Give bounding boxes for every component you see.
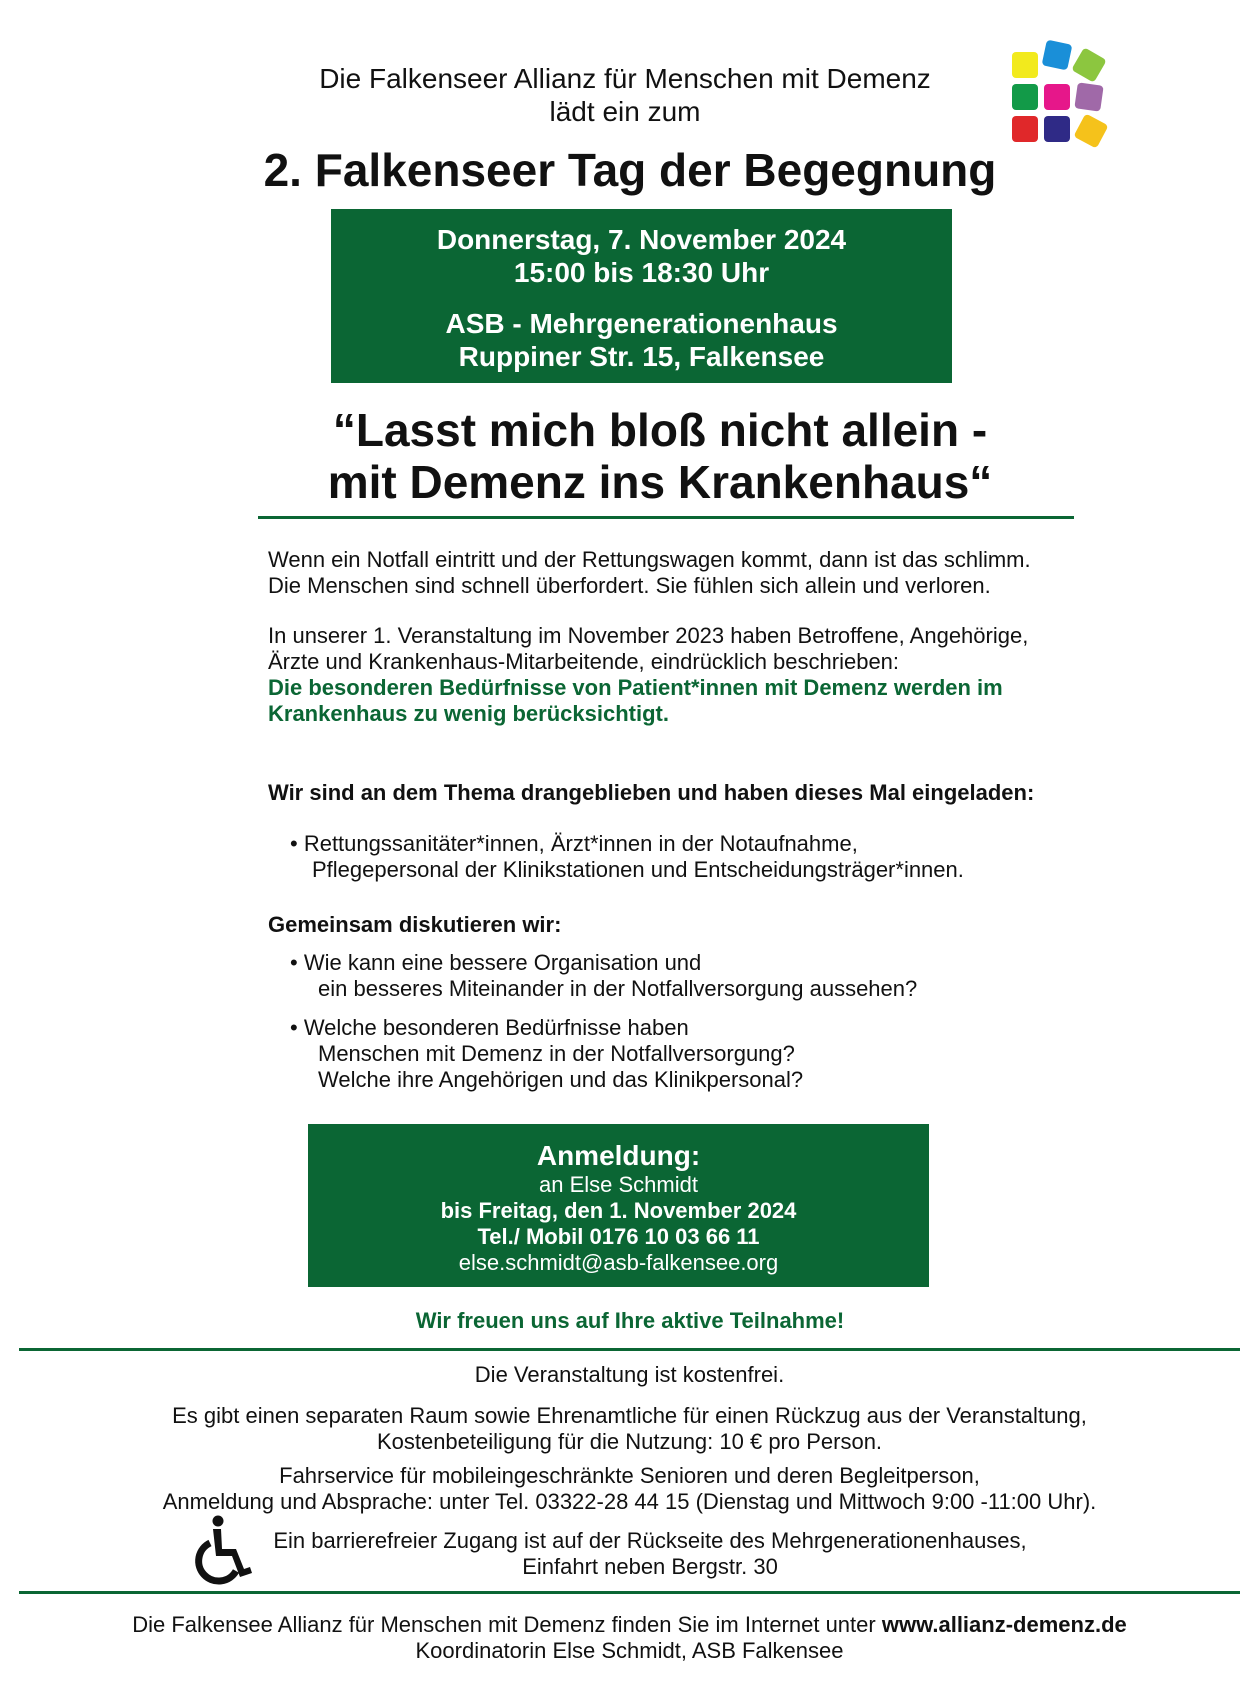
discussion-question-2: [290, 1015, 1110, 1093]
intro-line2: lädt ein zum: [549, 96, 701, 127]
p1-line2: Die Menschen sind schnell überfordert. Sie fühlen sich allein und verloren.: [268, 573, 991, 598]
invited-heading: Wir sind an dem Thema drangeblieben und haben dieses Mal eingeladen:: [268, 780, 1035, 805]
event-venue: ASB - Mehrgenerationenhaus: [445, 308, 838, 339]
divider-top-info: [19, 1348, 1240, 1351]
access-line2: Einfahrt neben Bergstr. 30: [522, 1554, 778, 1579]
logo-square-blue: [1042, 40, 1073, 71]
room-line1: Es gibt einen separaten Raum sowie Ehrenamtliche für einen Rückzug aus der Veranstaltung,: [172, 1403, 1087, 1428]
logo-square-red: [1012, 116, 1038, 142]
p1-line1: Wenn ein Notfall eintritt und der Rettungswagen kommt, dann ist das schlimm.: [268, 547, 1031, 572]
q2-line3: Welche ihre Angehörigen und das Klinikpersonal?: [318, 1067, 804, 1092]
shuttle-line1: Fahrservice für mobileingeschränkte Senioren und deren Begleitperson,: [279, 1463, 980, 1488]
discuss-heading: Gemeinsam diskutieren wir:: [268, 912, 562, 937]
registration-deadline: bis Freitag, den 1. November 2024: [440, 1198, 797, 1223]
intro-line1: Die Falkenseer Allianz für Menschen mit Demenz: [319, 63, 931, 94]
quote-line2: mit Demenz ins Krankenhaus“: [327, 456, 993, 508]
registration-heading: Anmeldung:: [536, 1140, 701, 1171]
q2-line2: Menschen mit Demenz in der Notfallversorgung?: [318, 1041, 795, 1066]
quote-headline: [240, 404, 1080, 508]
divider-bottom-info: [19, 1591, 1240, 1594]
info-free: Die Veranstaltung ist kostenfrei.: [474, 1362, 785, 1387]
info-accessibility: [250, 1528, 1050, 1580]
divider-under-quote: [258, 516, 1074, 519]
alliance-logo: [1010, 40, 1110, 148]
invited-list: [290, 831, 1110, 883]
closing-message: Wir freuen uns auf Ihre aktive Teilnahme!: [415, 1308, 845, 1333]
p2-line2: Ärzte und Krankenhaus-Mitarbeitende, eindrücklich beschrieben:: [268, 649, 900, 674]
p2-line1: In unserer 1. Veranstaltung im November 2023 haben Betroffene, Angehörige,: [268, 623, 1029, 648]
logo-square-navy: [1044, 116, 1070, 142]
paragraph-first-event: [268, 623, 1088, 727]
p2-highlight-line1: Die besonderen Bedürfnisse von Patient*innen mit Demenz werden im: [268, 675, 1003, 700]
p2-highlight-line2: Krankenhaus zu wenig berücksichtigt.: [268, 701, 669, 726]
access-line1: Ein barrierefreier Zugang ist auf der Rückseite des Mehrgenerationenhauses,: [273, 1528, 1027, 1553]
footer: [19, 1612, 1240, 1664]
event-time: 15:00 bis 18:30 Uhr: [513, 257, 770, 288]
quote-line1: “Lasst mich bloß nicht allein -: [332, 404, 988, 456]
invited-line1: • Rettungssanitäter*innen, Ärzt*innen in der Notaufnahme,: [290, 831, 858, 856]
logo-square-lightgreen: [1071, 47, 1107, 83]
logo-square-violet: [1074, 82, 1103, 111]
logo-square-green: [1012, 84, 1038, 110]
paragraph-emergency: [268, 547, 1088, 599]
q1-line1: • Wie kann eine bessere Organisation und: [290, 950, 702, 975]
info-shuttle: [19, 1463, 1240, 1515]
logo-square-yellow: [1012, 52, 1038, 78]
logo-square-orange: [1073, 113, 1108, 148]
discussion-question-1: [290, 950, 1110, 1002]
event-title: 2. Falkenseer Tag der Begegnung: [263, 144, 997, 196]
q1-line2: ein besseres Miteinander in der Notfallversorgung aussehen?: [318, 976, 918, 1001]
q2-line1: • Welche besonderen Bedürfnisse haben: [290, 1015, 689, 1040]
event-date: Donnerstag, 7. November 2024: [436, 224, 847, 255]
footer-website-text: Die Falkensee Allianz für Menschen mit Demenz finden Sie im Internet unter: [132, 1612, 882, 1637]
registration-phone: Tel./ Mobil 0176 10 03 66 11: [477, 1224, 760, 1249]
registration-contact: an Else Schmidt: [539, 1172, 698, 1197]
intro-text: [250, 62, 1000, 128]
event-info-box: [331, 209, 952, 383]
footer-coordinator: Koordinatorin Else Schmidt, ASB Falkensee: [415, 1638, 844, 1663]
logo-square-magenta: [1044, 84, 1070, 110]
wheelchair-icon: [186, 1515, 258, 1587]
registration-email[interactable]: else.schmidt@asb-falkensee.org: [458, 1250, 779, 1275]
shuttle-line2: Anmeldung und Absprache: unter Tel. 03322-28 44 15 (Dienstag und Mittwoch 9:00 -11:00 Uhr).: [162, 1489, 1097, 1514]
registration-box: [308, 1124, 929, 1287]
room-line2: Kostenbeteiligung für die Nutzung: 10 € pro Person.: [376, 1429, 883, 1454]
footer-line1: [19, 1612, 1240, 1638]
invited-line2: Pflegepersonal der Klinikstationen und Entscheidungsträger*innen.: [312, 857, 964, 882]
info-retreat-room: [19, 1403, 1240, 1455]
event-address: Ruppiner Str. 15, Falkensee: [458, 341, 825, 372]
footer-website-link[interactable]: www.allianz-demenz.de: [881, 1612, 1127, 1637]
